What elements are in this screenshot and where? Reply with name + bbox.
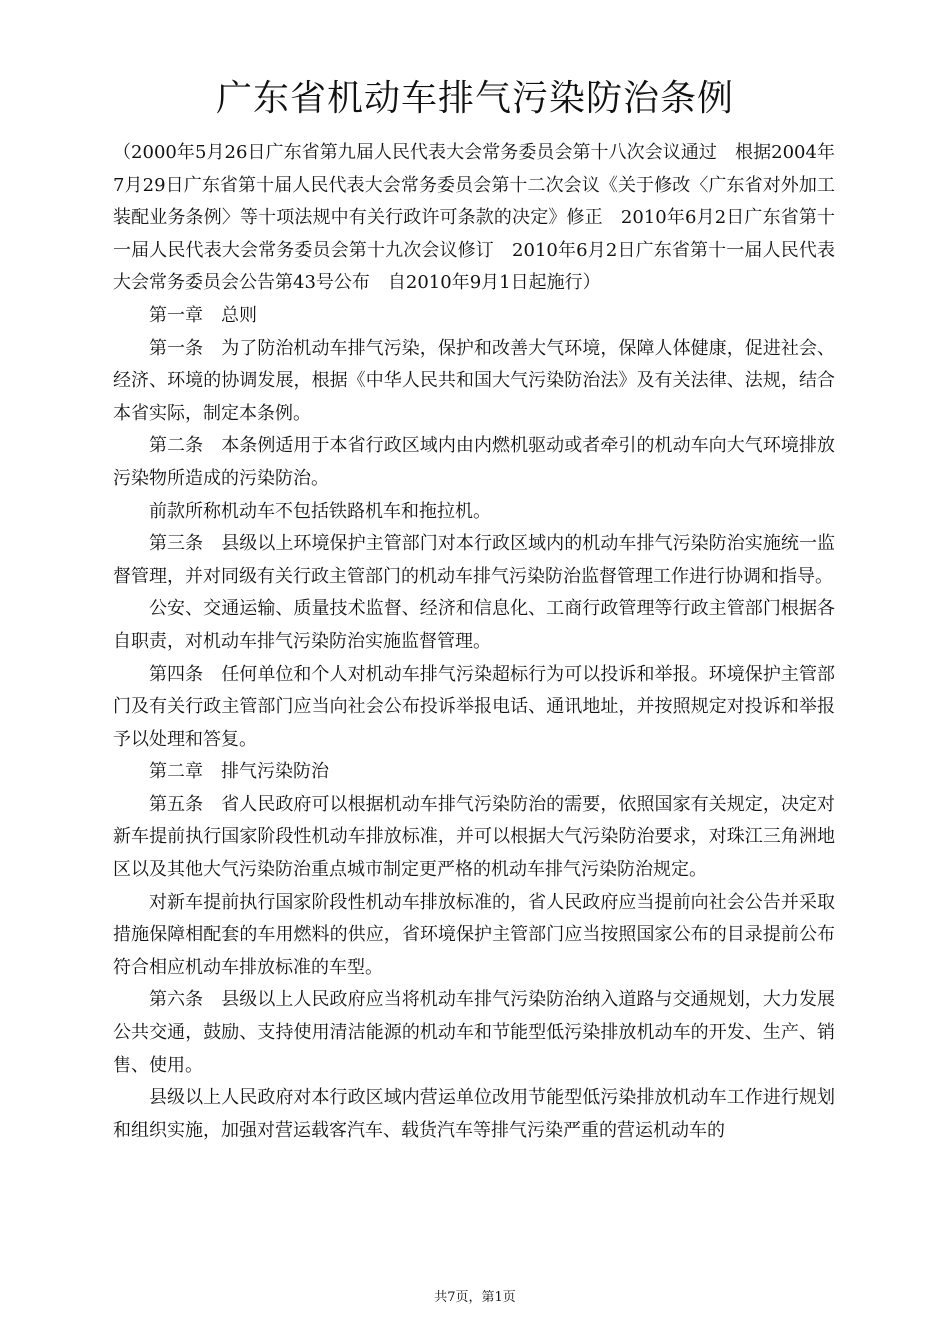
article-5: 第五条 省人民政府可以根据机动车排气污染防治的需要，依照国家有关规定，决定对新车提前执行国家阶段性机动车排放标准，并可以根据大气污染防治要求，对珠江三角洲地区以及其他大气污染防治重点城市制定更严格的机动车排气污染防治规定。 — [113, 793, 835, 881]
article-2-clause: 前款所称机动车不包括铁路机车和拖拉机。 — [149, 500, 491, 522]
chapter-heading-1: 第一章 总则 — [149, 304, 257, 326]
preamble: （2000年5月26日广东省第九届人民代表大会常务委员会第十八次会议通过 根据2004年7月29日广东省第十届人民代表大会常务委员会第十二次会议《关于修改〈广东省对外加工装配业务条例〉等十项法规中有关行政许可条款的决定》修正 2010年6月2日广东省第十一届人民代表大会常务委员会第十九次会议修订 2010年6月2日广东省第十一届人民代表大会常务委员会公告第43号公布 自2010年9月1日起施行） — [113, 142, 835, 294]
document-title: 广东省机动车排气污染防治条例 — [215, 78, 734, 119]
article-1: 第一条 为了防治机动车排气污染，保护和改善大气环境，保障人体健康，促进社会、经济、环境的协调发展，根据《中华人民共和国大气污染防治法》及有关法律、法规，结合本省实际，制定本条例。 — [113, 337, 835, 424]
article-3-clause: 公安、交通运输、质量技术监督、经济和信息化、工商行政管理等行政主管部门根据各自职责，对机动车排气污染防治实施监督管理。 — [113, 598, 835, 652]
article-6-clause: 县级以上人民政府对本行政区域内营运单位改用节能型低污染排放机动车工作进行规划和组织实施，加强对营运载客汽车、载货汽车等排气污染严重的营运机动车的 — [113, 1087, 835, 1141]
article-4: 第四条 任何单位和个人对机动车排气污染超标行为可以投诉和举报。环境保护主管部门及有关行政主管部门应当向社会公布投诉举报电话、通讯地址，并按照规定对投诉和举报予以处理和答复。 — [113, 663, 835, 750]
page-footer: 共7页，第1页 — [434, 1290, 516, 1305]
article-5-clause: 对新车提前执行国家阶段性机动车排放标准的，省人民政府应当提前向社会公告并采取措施保障相配套的车用燃料的供应，省环境保护主管部门应当按照国家公布的目录提前公布符合相应机动车排放标准的车型。 — [113, 891, 835, 978]
article-6: 第六条 县级以上人民政府应当将机动车排气污染防治纳入道路与交通规划，大力发展公共交通，鼓励、支持使用清洁能源的机动车和节能型低污染排放机动车的开发、生产、销售、使用。 — [113, 989, 835, 1076]
article-3: 第三条 县级以上环境保护主管部门对本行政区域内的机动车排气污染防治实施统一监督管理，并对同级有关行政主管部门的机动车排气污染防治监督管理工作进行协调和指导。 — [113, 533, 835, 587]
chapter-heading-2: 第二章 排气污染防治 — [149, 761, 329, 783]
document-body — [113, 137, 835, 1147]
article-2: 第二条 本条例适用于本省行政区域内由内燃机驱动或者牵引的机动车向大气环境排放污染物所造成的污染防治。 — [113, 435, 835, 489]
